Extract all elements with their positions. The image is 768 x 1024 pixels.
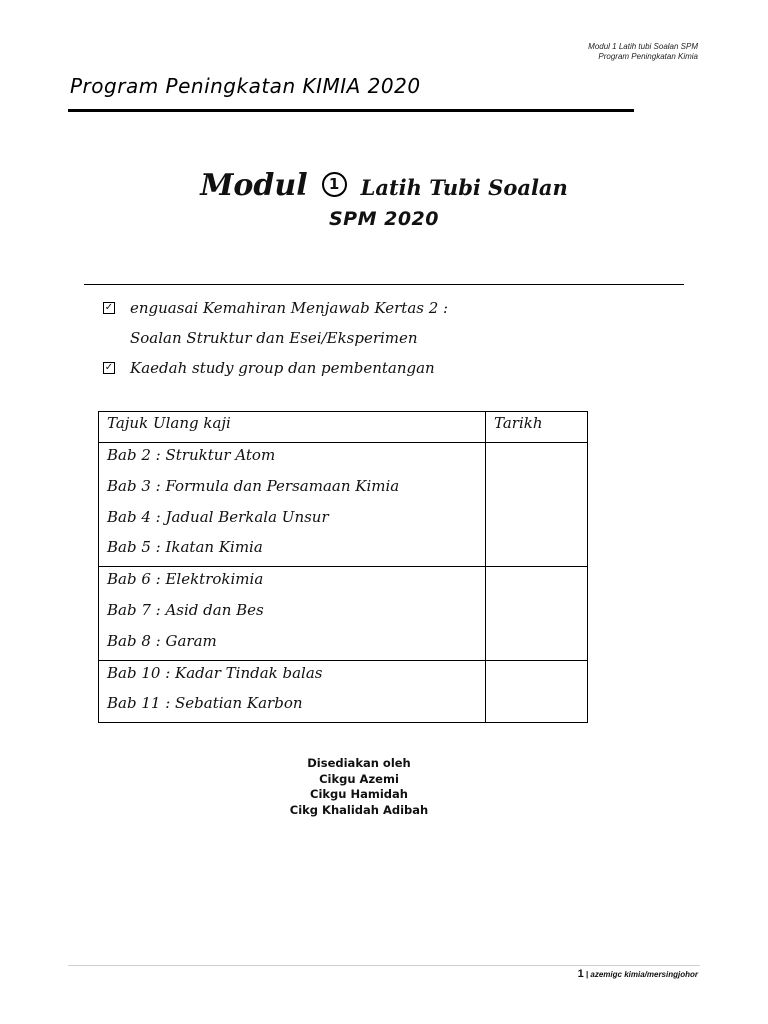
objective-item xyxy=(103,326,448,356)
objectives-list xyxy=(103,296,448,386)
objective-item xyxy=(103,296,448,326)
program-title: Program Peningkatan KIMIA 2020 xyxy=(70,74,421,98)
date-cell xyxy=(486,443,588,567)
checkbox-checked-icon: ✓ xyxy=(104,302,114,313)
revision-table xyxy=(98,411,588,723)
footer-divider xyxy=(68,965,700,966)
topic-item: Bab 10 : Kadar Tindak balas xyxy=(107,663,323,682)
objective-text: Kaedah study group dan pembentangan xyxy=(130,359,435,377)
footer-text: azemigc kimia/mersingjohor xyxy=(590,970,698,979)
module-word: Modul xyxy=(200,168,308,203)
table-row xyxy=(99,443,588,567)
topic-item: Bab 6 : Elektrokimia xyxy=(107,570,264,589)
author-name: Cikgu Hamidah xyxy=(310,787,408,801)
table-header-row xyxy=(99,412,588,443)
module-year: SPM 2020 xyxy=(328,208,439,230)
module-title xyxy=(0,168,768,203)
topic-item: Bab 4 : Jadual Berkala Unsur xyxy=(107,507,329,526)
table-row xyxy=(99,567,588,660)
topic-item: Bab 7 : Asid dan Bes xyxy=(107,600,264,619)
topic-group-cell xyxy=(99,660,486,723)
topic-item: Bab 11 : Sebatian Karbon xyxy=(107,694,303,713)
author-name: Cikg Khalidah Adibah xyxy=(289,802,429,817)
topic-item: Bab 3 : Formula dan Persamaan Kimia xyxy=(107,476,400,495)
page-footer xyxy=(578,968,698,980)
author-name: Cikgu Azemi xyxy=(319,771,399,786)
page-header xyxy=(588,42,698,62)
prepared-by-block xyxy=(0,756,718,818)
topic-item: Bab 5 : Ikatan Kimia xyxy=(107,538,263,557)
column-header-date: Tarikh xyxy=(486,412,588,443)
section-divider xyxy=(84,284,684,285)
header-line-1: Modul 1 Latih tubi Soalan SPM xyxy=(588,42,698,51)
checkbox-checked-icon: ✓ xyxy=(104,362,114,373)
date-cell xyxy=(486,660,588,723)
module-subtitle: Latih Tubi Soalan xyxy=(360,175,568,200)
topic-group-cell xyxy=(99,567,486,660)
objective-text: enguasai Kemahiran Menjawab Kertas 2 : xyxy=(130,299,449,317)
footer-separator: | xyxy=(585,970,589,979)
header-line-2: Program Peningkatan Kimia xyxy=(598,52,698,61)
topic-group-cell xyxy=(99,443,486,567)
column-header-topic: Tajuk Ulang kaji xyxy=(99,412,486,443)
table-row xyxy=(99,660,588,723)
objective-text: Soalan Struktur dan Esei/Eksperimen xyxy=(130,329,418,347)
date-cell xyxy=(486,567,588,660)
module-number-badge: 1 xyxy=(322,172,347,197)
title-divider xyxy=(68,109,634,112)
prepared-by-label: Disediakan oleh xyxy=(307,756,411,770)
topic-item: Bab 2 : Struktur Atom xyxy=(107,446,276,464)
objective-item xyxy=(103,356,448,386)
page-number: 1 xyxy=(577,968,584,980)
topic-item: Bab 8 : Garam xyxy=(107,631,217,650)
